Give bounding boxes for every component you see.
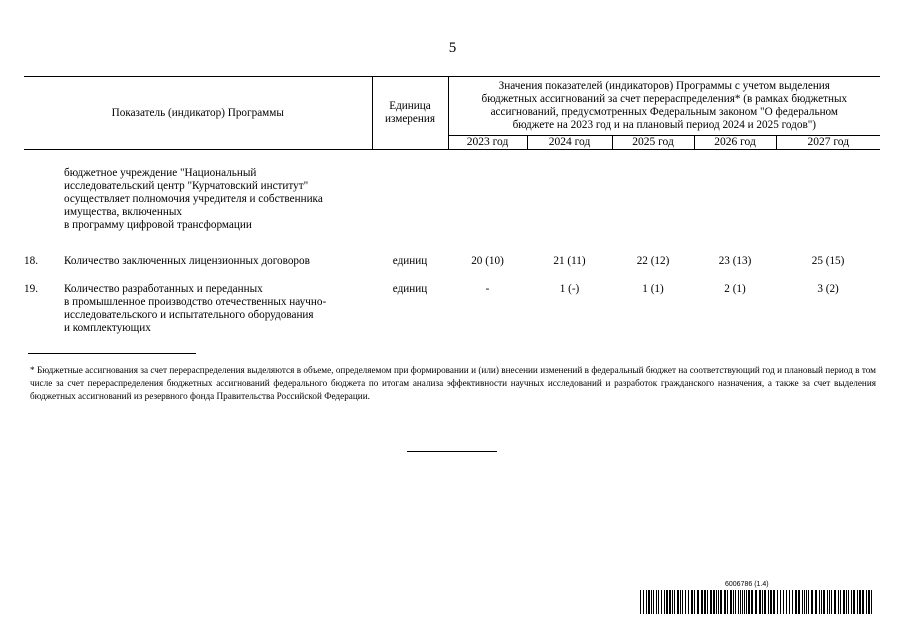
barcode-bar <box>664 590 665 614</box>
barcode-bar <box>815 590 817 614</box>
barcode-bar <box>829 590 830 614</box>
row-number: 19. <box>24 283 38 295</box>
barcode-bar <box>643 590 644 614</box>
barcode-bar <box>871 590 872 614</box>
unit-cell: единиц <box>392 283 428 295</box>
value-2023: 20 (10) <box>471 255 504 267</box>
barcode-bar <box>704 590 706 614</box>
barcode-bar <box>843 590 845 614</box>
footnote: * Бюджетные ассигнования за счет перераспределения выделяются в объеме, определяемом при формировании и (или) внесении изменений в федеральный бюджет на соответствующий год и плановый период в том числе за счет перераспределения бюджетных ассигнований федерального бюджета по итогам анализа эффективности научных исследований и разработок гражданского назначения, а также за счет выделения бюджетных ассигнований из резервного фонда Правительства Российской Федерации. <box>30 365 876 401</box>
barcode-bar <box>688 590 689 614</box>
barcode-bar <box>697 590 699 614</box>
barcode-bar <box>685 590 686 614</box>
barcode-bar <box>846 590 847 614</box>
indicator-name-line: Количество разработанных и переданных <box>64 283 263 295</box>
barcode-bar <box>840 590 841 614</box>
value-2024: 1 (-) <box>559 283 580 295</box>
barcode-bar <box>724 590 726 614</box>
values-header-line: ассигнований, предусмотренных Федеральным законом "О федеральном <box>490 106 839 118</box>
barcode-bar <box>680 590 681 614</box>
barcode-bar <box>762 590 763 614</box>
end-divider <box>407 451 497 452</box>
barcode-bar <box>751 590 753 614</box>
barcode-bar <box>651 590 652 614</box>
barcode-bar <box>764 590 766 614</box>
year-header: 2027 год <box>776 136 880 150</box>
barcode-bar <box>783 590 784 614</box>
value-2027: 3 (2) <box>817 283 839 295</box>
barcode-bar <box>838 590 839 614</box>
year-header: 2024 год <box>527 136 612 150</box>
barcode-bar <box>740 590 741 614</box>
continuation-line: исследовательский центр "Курчатовский институт" <box>64 180 309 192</box>
barcode-bar <box>720 590 722 614</box>
indicators-table <box>24 76 880 335</box>
barcode-bar <box>770 590 772 614</box>
value-2023: - <box>485 283 490 295</box>
indicator-name-line: Количество заключенных лицензионных договоров <box>64 255 310 267</box>
barcode-bar <box>862 590 864 614</box>
barcode-bar <box>759 590 761 614</box>
barcode-bar <box>744 590 745 614</box>
barcode-bar <box>701 590 703 614</box>
barcode-bar <box>738 590 739 614</box>
barcode-bar <box>666 590 668 614</box>
barcode-bar <box>746 590 747 614</box>
row-number: 18. <box>24 255 38 267</box>
value-2026: 2 (1) <box>724 283 746 295</box>
indicator-name-line: в промышленное производство отечественных научно- <box>64 296 327 308</box>
barcode-bar <box>716 590 717 614</box>
barcode-bar <box>795 590 797 614</box>
indicator-name-line: исследовательского и испытательного оборудования <box>64 309 314 321</box>
values-header-line: бюджете на 2023 год и на плановый период 2024 и 2025 годов") <box>512 119 817 131</box>
barcode-bar <box>773 590 775 614</box>
barcode-bar <box>827 590 828 614</box>
year-header: 2026 год <box>694 136 776 150</box>
value-2027: 25 (15) <box>811 255 845 267</box>
barcode-bar <box>707 590 708 614</box>
barcode-bar <box>831 590 832 614</box>
barcode-bar <box>853 590 855 614</box>
barcode-bar <box>730 590 732 614</box>
unit-header <box>372 77 448 150</box>
indicator-header: Показатель (индикатор) Программы <box>24 77 372 150</box>
barcode-bar <box>848 590 849 614</box>
barcode-bar <box>808 590 809 614</box>
continuation-line: осуществляет полномочия учредителя и собственника <box>64 193 323 205</box>
barcode-bar <box>768 590 769 614</box>
barcode-bar <box>802 590 803 614</box>
barcode-bar <box>798 590 800 614</box>
continuation-text <box>64 167 372 255</box>
barcode-bar <box>658 590 659 614</box>
barcode-id: 6006786 (1.4) <box>725 581 769 588</box>
values-header-line: бюджетных ассигнований за счет перераспределения* (в рамках бюджетных <box>481 93 848 105</box>
barcode-bar <box>710 590 712 614</box>
indicator-name-line: и комплектующих <box>64 322 151 334</box>
page-number: 5 <box>448 40 457 56</box>
barcode-bar <box>755 590 757 614</box>
value-2025: 22 (12) <box>636 255 670 267</box>
barcode-bar <box>718 590 719 614</box>
barcode-bar <box>859 590 861 614</box>
barcode-bar <box>742 590 743 614</box>
barcode-bar <box>868 590 870 614</box>
table-row <box>24 283 880 335</box>
barcode-bar <box>823 590 825 614</box>
barcode-bar <box>789 590 790 614</box>
barcode-bar <box>821 590 822 614</box>
values-header-line: Значения показателей (индикаторов) Программы с учетом выделения <box>498 80 830 92</box>
barcode-bar <box>733 590 734 614</box>
barcode-bar <box>653 590 654 614</box>
barcode-bar <box>866 590 867 614</box>
table-row-continuation <box>24 167 880 255</box>
barcode-bar <box>834 590 836 614</box>
barcode-bar <box>648 590 650 614</box>
barcode-bar <box>857 590 858 614</box>
barcode-bar <box>786 590 787 614</box>
barcode-bar <box>640 590 641 614</box>
table-row <box>24 255 880 283</box>
barcode-bar <box>656 590 657 614</box>
values-header <box>448 77 880 136</box>
barcode-bar <box>819 590 820 614</box>
value-2026: 23 (13) <box>718 255 752 267</box>
barcode-bar <box>661 590 662 614</box>
continuation-line: бюджетное учреждение "Национальный <box>64 167 257 179</box>
barcode-bar <box>780 590 781 614</box>
barcode-bar <box>669 590 671 614</box>
barcode-bar <box>792 590 793 614</box>
value-2024: 21 (11) <box>553 255 586 267</box>
barcode-bar <box>674 590 675 614</box>
barcode-bar <box>777 590 778 614</box>
continuation-line: в программу цифровой трансформации <box>64 219 252 231</box>
barcode-bar <box>748 590 750 614</box>
barcode-bar <box>682 590 683 614</box>
barcode-bar <box>811 590 813 614</box>
barcode-bar <box>806 590 807 614</box>
indicator-name <box>64 255 372 283</box>
barcode-bar <box>646 590 647 614</box>
barcode-bar <box>672 590 673 614</box>
unit-header-line: измерения <box>385 113 435 125</box>
unit-cell: единиц <box>392 255 428 267</box>
unit-header-line: Единица <box>389 100 431 112</box>
year-header: 2023 год <box>448 136 527 150</box>
barcode-bar <box>691 590 693 614</box>
barcode-bar <box>851 590 852 614</box>
barcode-bar <box>727 590 728 614</box>
barcode-bar <box>735 590 736 614</box>
barcode-bar <box>713 590 715 614</box>
indicator-name <box>64 283 372 335</box>
barcode-bar <box>677 590 679 614</box>
footnote-divider <box>28 353 196 354</box>
year-header: 2025 год <box>612 136 694 150</box>
barcode-bar <box>804 590 805 614</box>
barcode-bar <box>694 590 695 614</box>
barcode-icon <box>640 590 874 614</box>
continuation-line: имущества, включенных <box>64 206 182 218</box>
value-2025: 1 (1) <box>642 283 664 295</box>
